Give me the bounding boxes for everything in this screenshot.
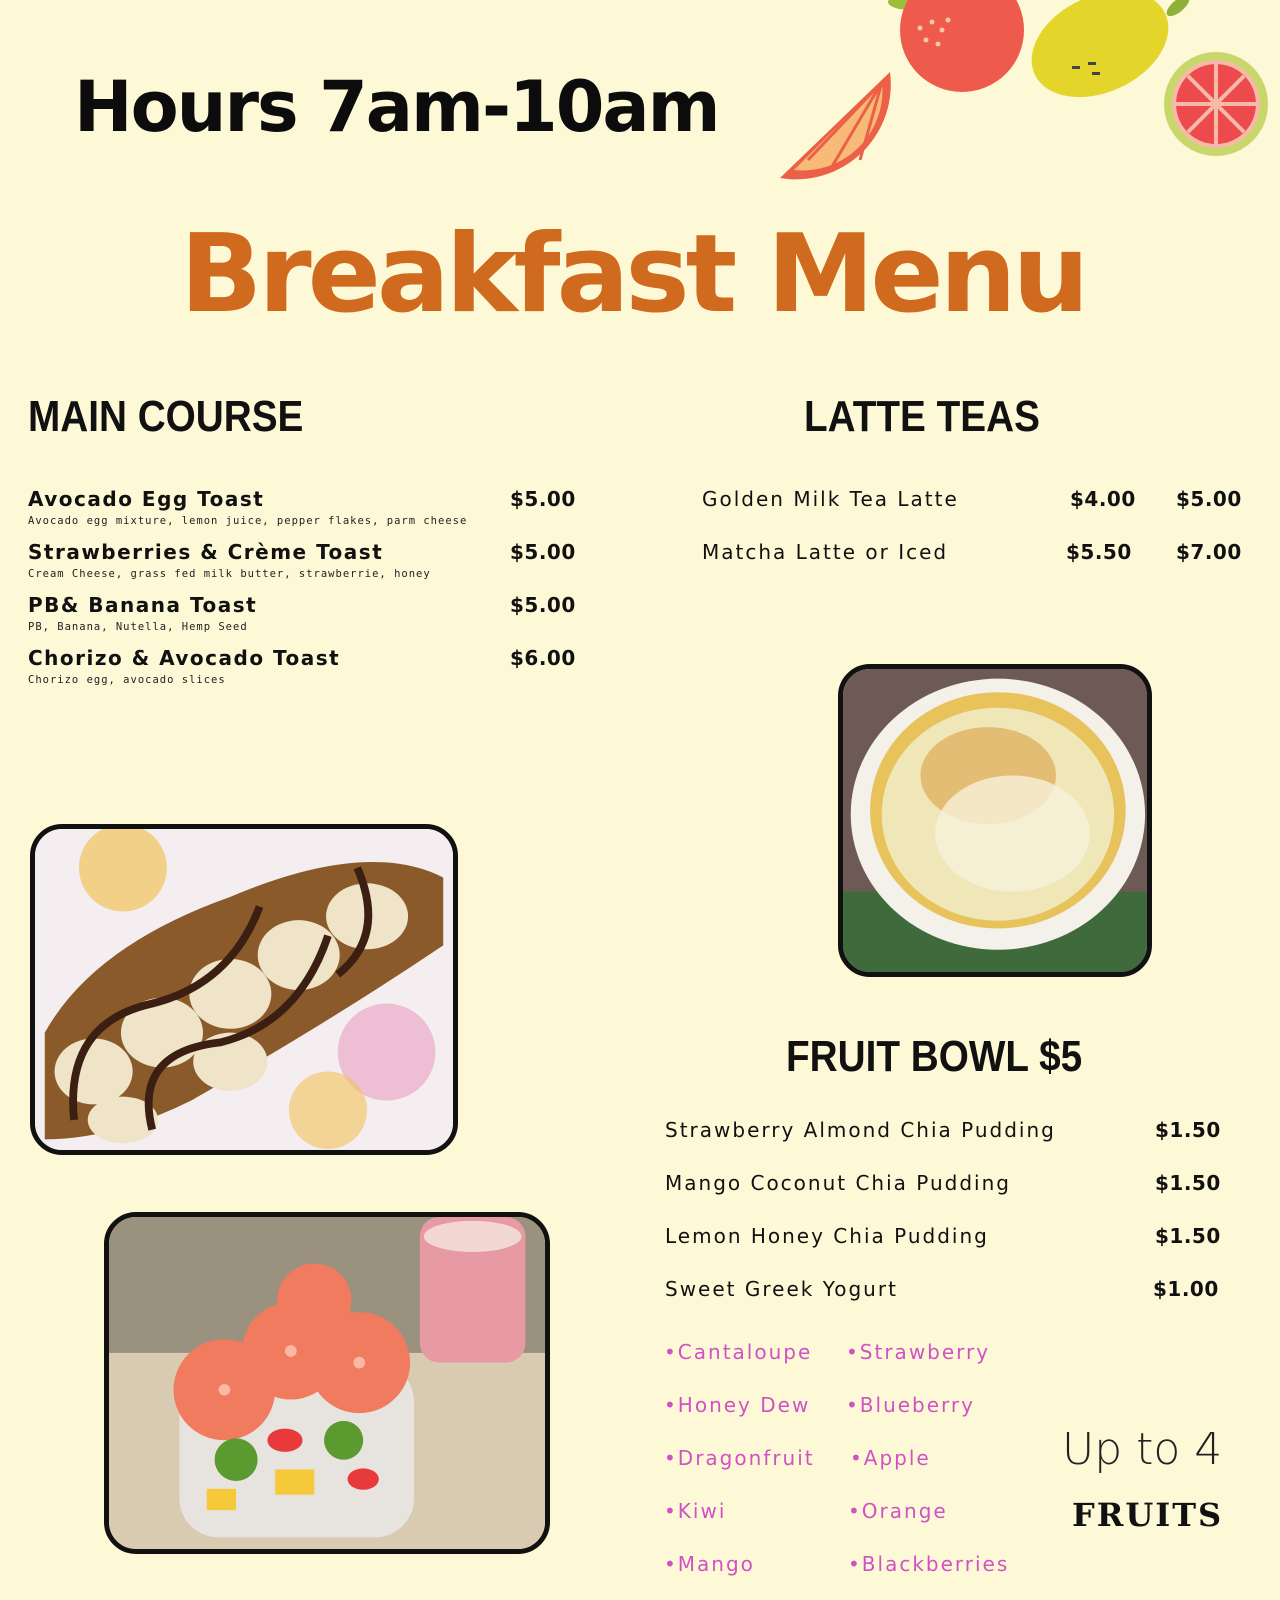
fruit-option: •Apple	[850, 1446, 931, 1470]
latte-teas-heading: LATTE TEAS	[804, 392, 1040, 441]
menu-item-name: Golden Milk Tea Latte	[702, 487, 959, 511]
menu-item	[28, 540, 588, 593]
menu-item-price-small: $5.50	[1066, 540, 1132, 564]
addon-price: $1.50	[1155, 1171, 1221, 1195]
page-title: Breakfast Menu	[180, 212, 1086, 337]
menu-item	[28, 593, 588, 646]
addon-item	[665, 1118, 1235, 1171]
fruit-option: •Orange	[848, 1499, 948, 1523]
banana-toast-photo	[30, 824, 458, 1155]
addon-item	[665, 1171, 1235, 1224]
menu-item-description: Avocado egg mixture, lemon juice, pepper flakes, parm cheese	[28, 515, 468, 527]
main-course-list	[28, 487, 588, 699]
fruit-bowl-addons	[665, 1118, 1235, 1330]
latte-photo	[838, 664, 1152, 977]
fruit-option: •Kiwi	[664, 1499, 727, 1523]
menu-item	[28, 646, 588, 699]
menu-item-price: $5.00	[510, 487, 576, 511]
fruit-bowl-heading-wrap	[786, 1032, 1123, 1082]
menu-item-price-large: $7.00	[1176, 540, 1242, 564]
menu-item-name: Strawberries & Crème Toast	[28, 540, 384, 564]
menu-item-description: PB, Banana, Nutella, Hemp Seed	[28, 621, 248, 633]
addon-name: Strawberry Almond Chia Pudding	[665, 1118, 1056, 1142]
menu-item-price: $5.00	[510, 540, 576, 564]
latte-teas-list	[702, 487, 1262, 593]
hours-heading: Hours 7am-10am	[74, 66, 719, 148]
menu-item-price-large: $5.00	[1176, 487, 1242, 511]
fruit-option: •Dragonfruit	[664, 1446, 815, 1470]
addon-item	[665, 1277, 1235, 1330]
fruit-bowl-heading: FRUIT BOWL $5	[786, 1032, 1083, 1081]
menu-item	[702, 540, 1262, 593]
fruit-option: •Blackberries	[848, 1552, 1010, 1576]
addon-price: $1.00	[1153, 1277, 1219, 1301]
fruit-bowl-photo	[104, 1212, 550, 1554]
fruit-option: •Honey Dew	[664, 1393, 811, 1417]
fruit-option: •Cantaloupe	[664, 1340, 813, 1364]
main-course-heading-wrap	[28, 392, 341, 442]
addon-item	[665, 1224, 1235, 1277]
menu-item	[28, 487, 588, 540]
menu-item-price: $5.00	[510, 593, 576, 617]
addon-name: Lemon Honey Chia Pudding	[665, 1224, 989, 1248]
main-course-heading: MAIN COURSE	[28, 392, 304, 441]
fruit-limit-label: FRUITS	[1072, 1496, 1224, 1534]
menu-item-name: Matcha Latte or Iced	[702, 540, 949, 564]
menu-item-name: Chorizo & Avocado Toast	[28, 646, 341, 670]
addon-name: Mango Coconut Chia Pudding	[665, 1171, 1011, 1195]
menu-item-name: Avocado Egg Toast	[28, 487, 265, 511]
fruit-decoration-icon	[780, 0, 1280, 200]
fruit-option: •Blueberry	[846, 1393, 975, 1417]
menu-item-price: $6.00	[510, 646, 576, 670]
latte-teas-heading-wrap	[804, 392, 1072, 442]
menu-item-description: Chorizo egg, avocado slices	[28, 674, 226, 686]
fruit-option: •Mango	[664, 1552, 755, 1576]
addon-name: Sweet Greek Yogurt	[665, 1277, 898, 1301]
addon-price: $1.50	[1155, 1118, 1221, 1142]
menu-item-price-small: $4.00	[1070, 487, 1136, 511]
menu-item-name: PB& Banana Toast	[28, 593, 258, 617]
fruit-limit-text: Up to 4	[1062, 1424, 1223, 1475]
menu-item	[702, 487, 1262, 540]
menu-item-description: Cream Cheese, grass fed milk butter, strawberrie, honey	[28, 568, 431, 580]
addon-price: $1.50	[1155, 1224, 1221, 1248]
fruit-option: •Strawberry	[846, 1340, 991, 1364]
